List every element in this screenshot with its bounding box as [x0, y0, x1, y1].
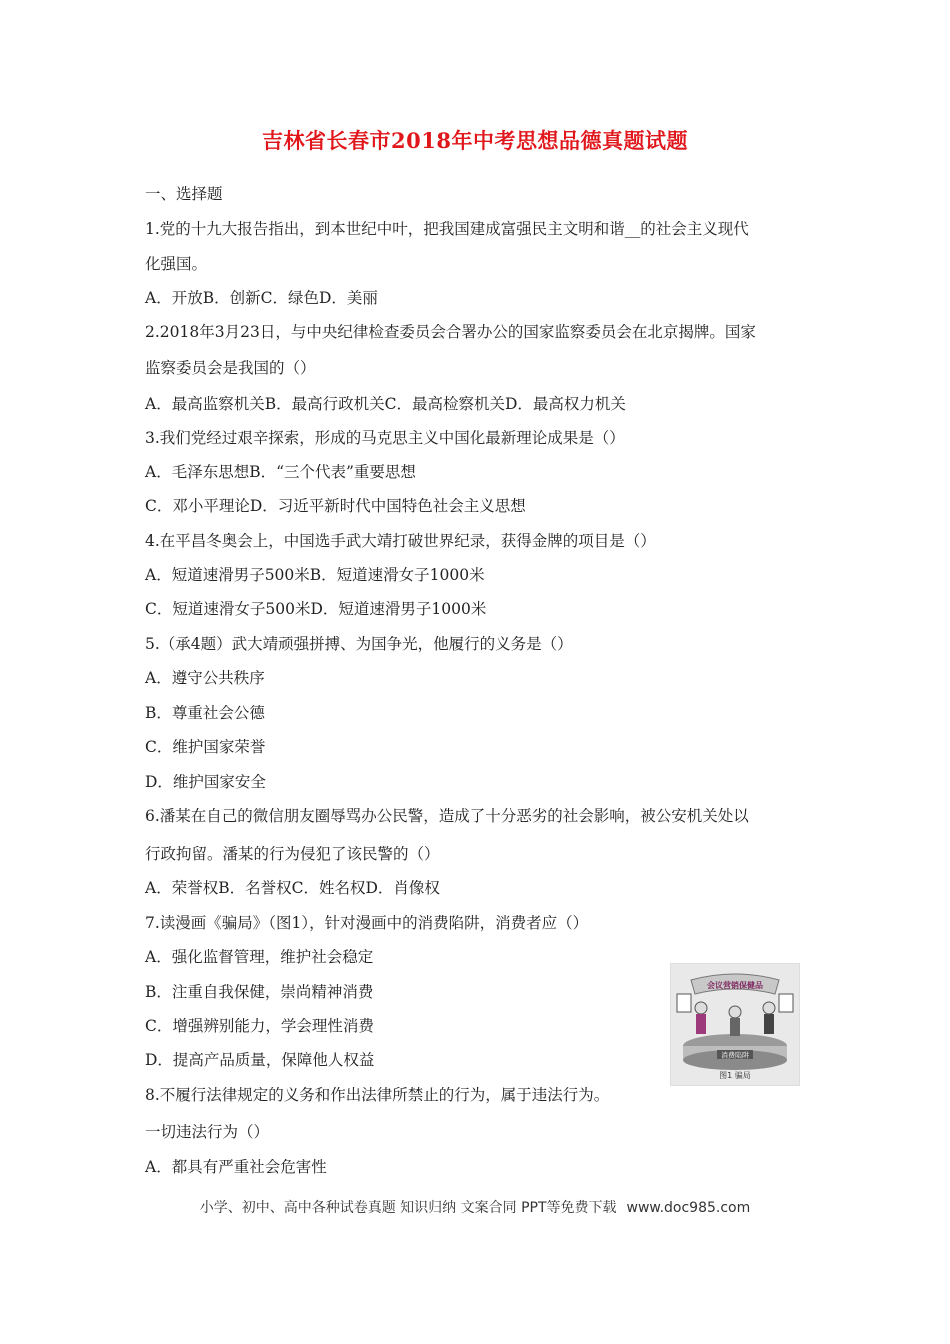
answer-option: B．注重自我保健，崇尚精神消费 [145, 983, 374, 1001]
question-text: 监察委员会是我国的（） [145, 359, 316, 377]
answer-options: A．开放B．创新C．绿色D．美丽 [145, 289, 378, 307]
question-text: 8.不履行法律规定的义务和作出法律所禁止的行为，属于违法行为。 [145, 1086, 610, 1104]
footer-text: 小学、初中、高中各种试卷真题 知识归纳 文案合同 PPT等免费下载 [199, 1200, 617, 1216]
answer-option: C．维护国家荣誉 [145, 738, 266, 756]
cartoon-illustration [671, 964, 799, 1085]
answer-option: A．强化监督管理，维护社会稳定 [145, 948, 374, 966]
answer-options: A．荣誉权B．名誉权C．姓名权D．肖像权 [145, 879, 440, 897]
answer-options: A．毛泽东思想B．“三个代表”重要思想 [145, 463, 416, 481]
answer-option: A．遵守公共秩序 [145, 669, 265, 687]
question-text: 5.（承4题）武大靖顽强拼搏、为国争光，他履行的义务是（） [145, 635, 573, 653]
answer-option: D．维护国家安全 [145, 773, 266, 791]
question-text: 6.潘某在自己的微信朋友圈辱骂办公民警，造成了十分恶劣的社会影响，被公安机关处以 [145, 807, 749, 825]
section-heading: 一、选择题 [145, 185, 223, 203]
cartoon-figure [670, 963, 800, 1086]
answer-option: C．增强辨别能力，学会理性消费 [145, 1017, 374, 1035]
question-text: 化强国。 [145, 255, 208, 273]
question-text: 4.在平昌冬奥会上，中国选手武大靖打破世界纪录，获得金牌的项目是（） [145, 532, 656, 550]
question-text: 行政拘留。潘某的行为侵犯了该民警的（） [145, 845, 440, 863]
answer-options: C．邓小平理论D．习近平新时代中国特色社会主义思想 [145, 497, 526, 515]
answer-options: C．短道速滑女子500米D．短道速滑男子1000米 [145, 600, 487, 618]
pit-label: 消费陷阱 [721, 1051, 749, 1060]
answer-options: A．最高监察机关B．最高行政机关C．最高检察机关D．最高权力机关 [145, 395, 626, 413]
figure-caption: 图1 骗局 [719, 1071, 751, 1080]
answer-option: A．都具有严重社会危害性 [145, 1158, 327, 1176]
question-text: 1.党的十九大报告指出，到本世纪中叶，把我国建成富强民主文明和谐__的社会主义现代 [145, 220, 749, 238]
banner-text: 会议营销保健品 [707, 981, 763, 990]
answer-option: D．提高产品质量，保障他人权益 [145, 1051, 375, 1069]
question-text: 2.2018年3月23日，与中央纪律检查委员会合署办公的国家监察委员会在北京揭牌。国家 [145, 323, 756, 341]
question-text: 3.我们党经过艰辛探索，形成的马克思主义中国化最新理论成果是（） [145, 429, 625, 447]
question-text: 一切违法行为（） [145, 1123, 270, 1141]
page-title: 吉林省长春市2018年中考思想品德真题试题 [262, 128, 688, 153]
answer-options: A．短道速滑男子500米B．短道速滑女子1000米 [145, 566, 485, 584]
answer-option: B．尊重社会公德 [145, 704, 265, 722]
page-footer [0, 1197, 950, 1217]
footer-link[interactable]: www.doc985.com [626, 1200, 751, 1216]
question-text: 7.读漫画《骗局》（图1），针对漫画中的消费陷阱，消费者应（） [145, 914, 589, 932]
